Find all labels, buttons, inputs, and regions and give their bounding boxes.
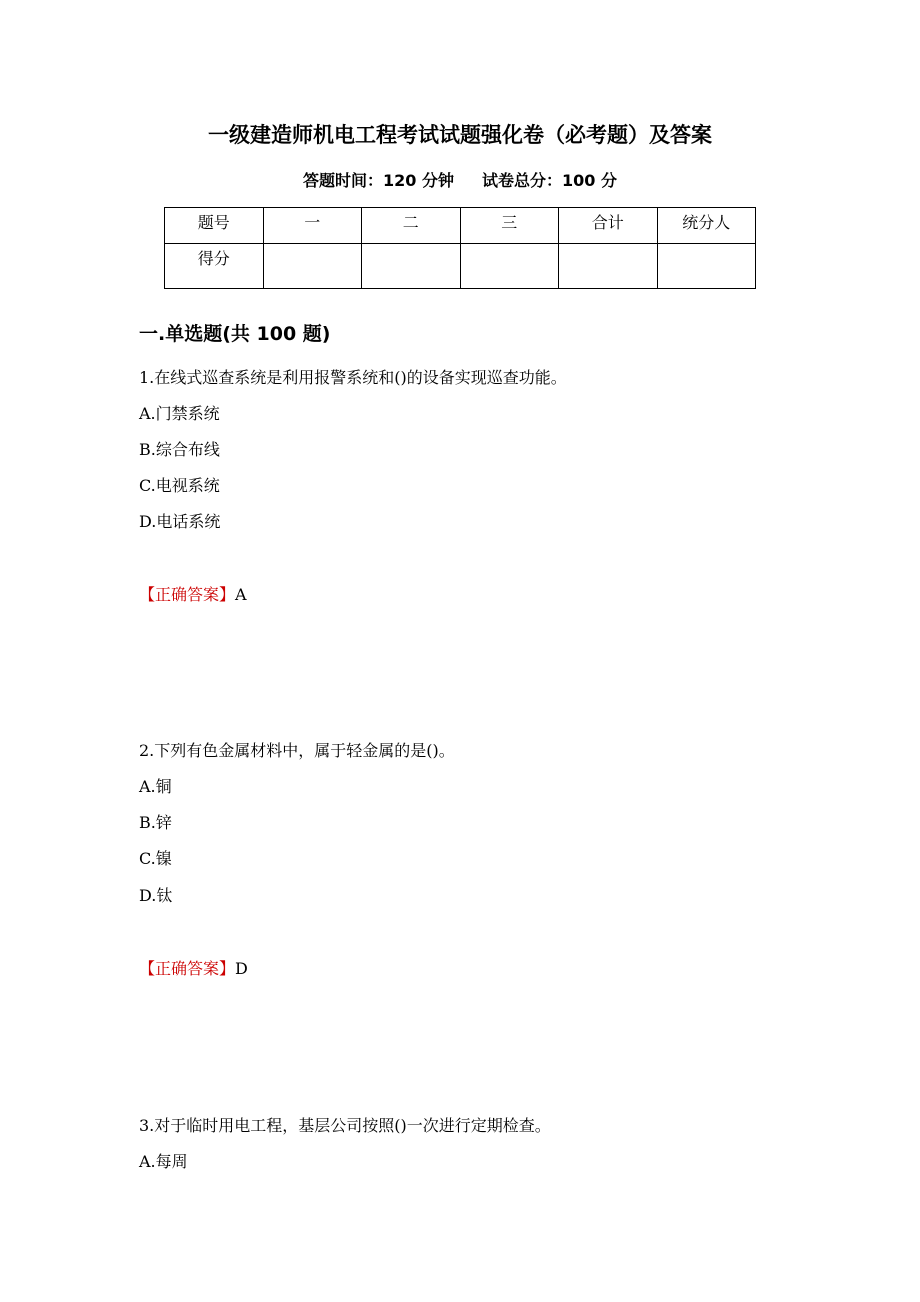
score-cell bbox=[460, 244, 559, 289]
exam-time: 答题时间：120 分钟 bbox=[303, 171, 454, 190]
section-title: 一.单选题(共 100 题) bbox=[139, 323, 331, 345]
score-table-header-cell: 二 bbox=[362, 208, 461, 244]
score-cell bbox=[362, 244, 461, 289]
score-cell bbox=[263, 244, 362, 289]
score-table-header-row bbox=[165, 208, 756, 244]
question-option: A.门禁系统 bbox=[139, 404, 220, 423]
question-stem: 3.对于临时用电工程，基层公司按照()一次进行定期检查。 bbox=[139, 1116, 551, 1135]
score-table-header-cell: 合计 bbox=[559, 208, 658, 244]
score-table-header-cell: 三 bbox=[460, 208, 559, 244]
question-option: B.锌 bbox=[139, 813, 172, 832]
question-option: C.镍 bbox=[139, 849, 172, 868]
question-option: B.综合布线 bbox=[139, 440, 220, 459]
score-table-score-row bbox=[165, 244, 756, 289]
answer-value: A bbox=[235, 585, 247, 604]
score-table-header-cell: 题号 bbox=[165, 208, 264, 244]
question-option: D.钛 bbox=[139, 886, 173, 905]
answer-label: 【正确答案】 bbox=[139, 959, 236, 978]
answer-label: 【正确答案】 bbox=[139, 585, 236, 604]
score-row-label: 得分 bbox=[165, 244, 264, 289]
question-stem: 1.在线式巡查系统是利用报警系统和()的设备实现巡查功能。 bbox=[139, 368, 567, 387]
score-cell bbox=[657, 244, 756, 289]
exam-info bbox=[0, 169, 920, 193]
score-table bbox=[164, 207, 756, 289]
question-option: A.每周 bbox=[139, 1152, 188, 1171]
question-option: A.铜 bbox=[139, 777, 172, 796]
document-title: 一级建造师机电工程考试试题强化卷（必考题）及答案 bbox=[208, 123, 712, 147]
exam-total-score: 试卷总分：100 分 bbox=[482, 171, 617, 190]
answer-value: D bbox=[235, 959, 248, 978]
question-stem: 2.下列有色金属材料中，属于轻金属的是()。 bbox=[139, 741, 455, 760]
answer-line bbox=[139, 583, 247, 607]
score-table-header-cell: 统分人 bbox=[657, 208, 756, 244]
score-table-header-cell: 一 bbox=[263, 208, 362, 244]
score-cell bbox=[559, 244, 658, 289]
question-option: D.电话系统 bbox=[139, 512, 221, 531]
question-option: C.电视系统 bbox=[139, 476, 220, 495]
answer-line bbox=[139, 957, 248, 981]
